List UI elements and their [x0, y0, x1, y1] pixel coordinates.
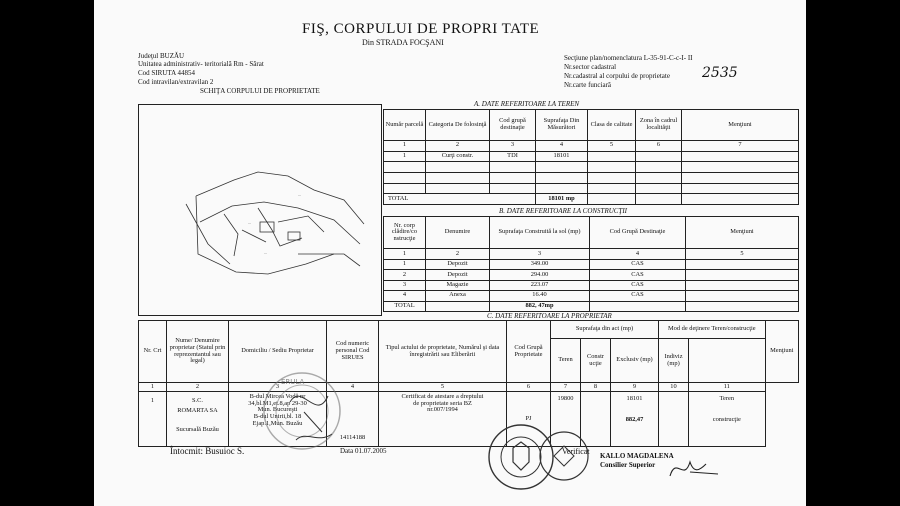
cadastral-number-line: Nr.cadastral al corpului de proprietate [564, 72, 670, 80]
verifier-title: Consilier Superior [600, 461, 656, 469]
col-index: 11 [689, 383, 766, 392]
row-number: 1 [139, 392, 167, 447]
col-header: Tipul actului de proprietate, Numărul şi data înregistrării sau Eliberării [379, 321, 507, 383]
document-sheet [94, 0, 806, 506]
table-cell: Magazie [426, 280, 490, 290]
col-index: 8 [581, 383, 611, 392]
svg-text:...: ... [298, 192, 302, 197]
col-header: Categoria De folosinţă [426, 110, 490, 141]
address-line: B-dul Mircea Vodă nr [249, 393, 306, 400]
col-index: 5 [588, 140, 636, 151]
section-b-title: B. DATE REFERITOARE LA CONSTRUCŢII [499, 207, 628, 215]
address-line: Mun. Bucureşti [257, 406, 298, 414]
plan-section-line: Secţiune plan/nomenclatura L-35-91-C-c-I- II [564, 54, 693, 62]
col-subheader: Teren [551, 339, 581, 383]
col-index: 1 [139, 383, 167, 392]
personal-code: 14114188 [327, 392, 379, 447]
cadastral-sector-line: Nr.sector cadastral [564, 63, 617, 71]
intravilan-line: Cod intravilan/extravilan 2 [138, 78, 214, 86]
table-cell [636, 151, 682, 162]
col-header: Suprafaţa Construită la sol (mp) [490, 217, 590, 249]
land-data-table [383, 109, 799, 205]
table-cell [686, 270, 799, 280]
col-header: Cod grupă destinaţie [490, 110, 536, 141]
col-header: Cod numeric personal Cod SIRUES [327, 321, 379, 383]
col-index: 4 [536, 140, 588, 151]
col-index: 10 [659, 383, 689, 392]
date-line: Data 01.07.2005 [340, 447, 387, 455]
table-cell: 16.40 [490, 291, 590, 301]
table-cell: Depozit [426, 270, 490, 280]
col-header: Nr. corp clădire/co nstrucţie [384, 217, 426, 249]
table-cell [686, 280, 799, 290]
verifier-signature [666, 452, 722, 486]
col-subheader: Exclusiv (mp) [611, 339, 659, 383]
col-subheader: Constr ucţie [581, 339, 611, 383]
owner-name-line: ROMARTA SA [177, 407, 218, 415]
svg-text:ERULA: ERULA [281, 378, 305, 386]
mention-line: Teren [719, 395, 735, 402]
table-cell [686, 291, 799, 301]
table-cell: 294.00 [490, 270, 590, 280]
col-index: 3 [490, 140, 536, 151]
svg-text:...: ... [264, 250, 268, 255]
col-header: Cod Grupă Proprietate [507, 321, 551, 383]
deed-line: Certificat de atestare a dreptului [401, 393, 484, 400]
col-header: Denumire [426, 217, 490, 249]
svg-text:...: ... [248, 220, 252, 225]
mentions [689, 392, 766, 447]
col-header: Zona în cadrul localităţii [636, 110, 682, 141]
table-cell: Anexa [426, 291, 490, 301]
col-index: 2 [167, 383, 229, 392]
verifier-stamp [534, 428, 596, 484]
col-header: Suprafaţa Din Măsurători [536, 110, 588, 141]
table-cell: 4 [384, 291, 426, 301]
sketch-title: SCHIŢA CORPULUI DE PROPRIETATE [200, 87, 320, 95]
col-index: 2 [426, 140, 490, 151]
table-cell: 1 [384, 151, 426, 162]
page-subtitle: Din STRADA FOCŞANI [362, 38, 444, 47]
section-c-title: C. DATE REFERITOARE LA PROPRIETAR [487, 312, 612, 320]
col-header: Clasa de calitate [588, 110, 636, 141]
prepared-by: Întocmit: Busuioc S. [170, 446, 245, 456]
col-index: 6 [507, 383, 551, 392]
property-sketch [138, 104, 382, 316]
table-cell [682, 151, 799, 162]
owner-group-code: PJ [507, 392, 551, 447]
table-cell: 1 [384, 259, 426, 269]
table-cell: CAS [590, 270, 686, 280]
admin-unit-line: Unitatea administrativ- teritorială Rm - Sărat [138, 60, 264, 68]
table-cell: 2 [384, 270, 426, 280]
total-value: 882, 47mp [490, 301, 590, 311]
exclusive-area-line: 882,47 [625, 415, 644, 423]
exclusive-area [611, 392, 659, 447]
table-cell: Depozit [426, 259, 490, 269]
col-header: Mod de deţinere Teren/construcţie [659, 321, 766, 339]
col-index: 3 [229, 383, 327, 392]
col-header: Menţiuni [682, 110, 799, 141]
col-index: 9 [611, 383, 659, 392]
verified-label: Verificat [562, 447, 590, 456]
total-label: TOTAL [384, 194, 536, 205]
col-subheader [689, 339, 766, 383]
table-cell: 223.07 [490, 280, 590, 290]
col-header: Cod Grupă Destinaţie [590, 217, 686, 249]
buildings-data-table [383, 216, 799, 312]
siruta-line: Cod SIRUTA 44854 [138, 69, 196, 77]
address-line: B-dul Unirii,bl. 18 [253, 413, 302, 421]
col-header: Nume/ Denumire proprietar (Statul prin reprezentantul sau legal) [167, 321, 229, 383]
owner-name-line: S.C. [191, 397, 203, 404]
property-rights-table [138, 320, 799, 447]
table-cell [588, 151, 636, 162]
table-cell: CAS [590, 280, 686, 290]
section-a-title: A. DATE REFERITOARE LA TEREN [474, 100, 580, 108]
col-index: 1 [384, 249, 426, 259]
page-title: FIŞ, CORPULUI DE PROPRI TATE [302, 21, 540, 37]
mention-line: construcţie [712, 415, 741, 423]
col-index: 3 [490, 249, 590, 259]
table-cell: CAS [590, 259, 686, 269]
table-cell: 3 [384, 280, 426, 290]
total-label: TOTAL [384, 301, 426, 311]
land-area: 19800 [551, 392, 581, 447]
col-header: Menţiuni [686, 217, 799, 249]
col-index: 1 [384, 140, 426, 151]
table-cell: 18101 [536, 151, 588, 162]
col-subheader: Indiviz (mp) [659, 339, 689, 383]
col-header: Menţiuni [765, 321, 798, 383]
owner-name [167, 392, 229, 447]
col-index: 4 [590, 249, 686, 259]
handwritten-cadastral-number: 2535 [702, 65, 738, 81]
total-value: 18101 mp [536, 194, 588, 205]
table-cell: Curţi constr. [426, 151, 490, 162]
land-book-line: Nr.carte funciară [564, 81, 612, 89]
table-cell: 349.00 [490, 259, 590, 269]
col-index: 5 [686, 249, 799, 259]
address-line: 34,bl.M1,et.8,ap 29-30 [248, 399, 307, 407]
col-index: 5 [379, 383, 507, 392]
county-line: Judeţul BUZĂU [138, 52, 185, 60]
col-header: Nr. Crt [139, 321, 167, 383]
col-header: Număr parcelă [384, 110, 426, 141]
col-index: 4 [327, 383, 379, 392]
verifier-name: KALLO MAGDALENA [600, 452, 674, 460]
col-index: 7 [551, 383, 581, 392]
col-index: 6 [636, 140, 682, 151]
table-cell: TDI [490, 151, 536, 162]
table-cell [686, 259, 799, 269]
col-index: 2 [426, 249, 490, 259]
owner-branch-line: Sucursală Buzău [176, 425, 219, 433]
address-line: Ejap.1,Mun. Buzău [252, 419, 303, 427]
deed-line: nr.007/1994 [427, 406, 458, 414]
exclusive-area-line: 18101 [626, 395, 643, 402]
col-header: Suprafaţa din act (mp) [551, 321, 659, 339]
deed-line: de proprietate seria BZ [413, 399, 472, 407]
table-cell: CAS [590, 291, 686, 301]
col-header: Domiciliu / Sediu Proprietar [229, 321, 327, 383]
owner-signature [284, 372, 344, 452]
col-index: 7 [682, 140, 799, 151]
